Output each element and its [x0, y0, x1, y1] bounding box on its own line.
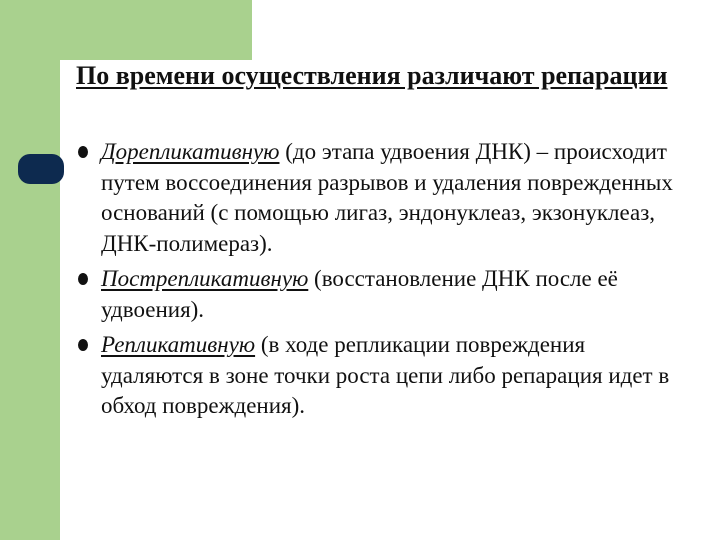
bullet-item-prereplicative — [76, 137, 676, 259]
decorative-green-block — [0, 0, 252, 60]
bullet-item-postreplicative — [76, 264, 676, 325]
bullet-term: Репликативную — [101, 332, 256, 357]
bullet-dot-icon — [78, 273, 88, 285]
decorative-green-strip — [0, 60, 60, 540]
bullet-text: (восстановление ДНК после её удвоения). — [101, 266, 618, 322]
bullet-text: (в ходе репликации повреждения удаляются в зоне точки роста цепи либо репарация идет в обход повреждения). — [101, 332, 670, 418]
bullet-item-replicative — [76, 330, 676, 422]
bullet-term: Пострепликативную — [101, 266, 309, 291]
bullet-dot-icon — [78, 339, 88, 351]
bullet-dot-icon — [78, 146, 88, 158]
bullet-term: Дорепликативную — [101, 139, 280, 164]
bullet-text: (до этапа удвоения ДНК) – происходит путем воссоединения разрывов и удаления поврежденных оснований (с помощью лигаз, эндонуклеаз, экзонуклеаз, ДНК-полимераз). — [101, 139, 673, 256]
slide-title: По времени осуществления различают репарации — [76, 61, 668, 90]
decorative-accent-bar — [18, 154, 64, 184]
bullet-list — [76, 137, 676, 427]
